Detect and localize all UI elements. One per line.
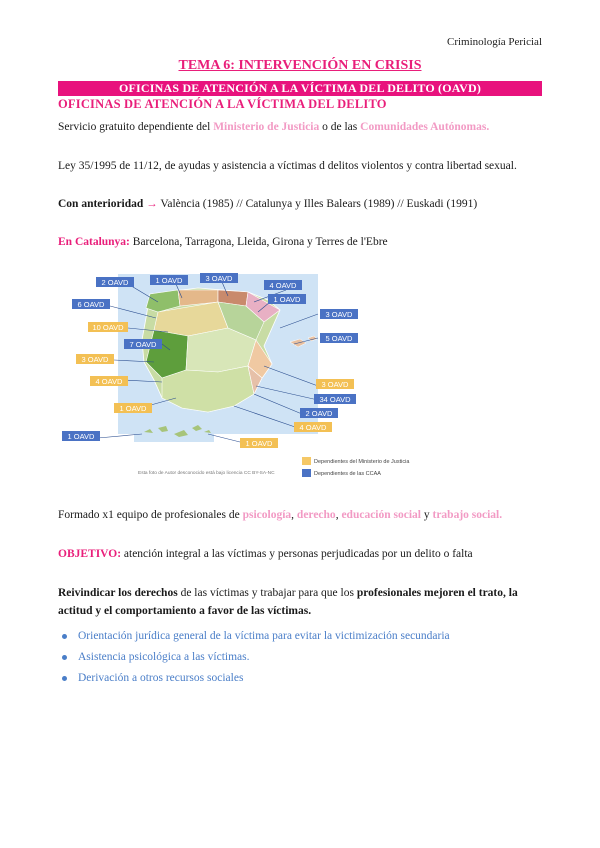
legend-swatch-justicia (302, 457, 311, 465)
label-catalunya: 4 OAVD (269, 281, 297, 290)
services-list (62, 626, 542, 689)
legend-ccaa: Dependientes de las CCAA (314, 471, 381, 477)
label-galicia: 2 OAVD (101, 278, 129, 287)
label-madrid: 10 OAVD (92, 323, 124, 332)
intro-connector: o de las (319, 121, 361, 133)
objective-text: atención integral a las víctimas y personas perjudicadas por un delito o falta (121, 548, 473, 560)
list-item (62, 647, 542, 668)
label-navarra: 1 OAVD (273, 295, 301, 304)
team-text: Formado x1 equipo de profesionales de (58, 509, 243, 521)
bullet-icon (62, 634, 67, 639)
map-source: Esta foto de Autor desconocido está bajo licencia CC BY-SA-NC (138, 471, 275, 476)
bullet-icon (62, 676, 67, 681)
page-title: TEMA 6: INTERVENCIÓN EN CRISIS (178, 58, 422, 73)
rights-paragraph (58, 584, 546, 620)
history-text: València (1985) // Catalunya y Illes Balears (1989) // Euskadi (1991) (160, 198, 478, 210)
team-trabajo-social: trabajo social. (432, 509, 503, 521)
team-sep: , (291, 509, 297, 521)
label-murcia-2: 2 OAVD (305, 409, 333, 418)
bullet-icon (62, 655, 67, 660)
communities-highlight: Comunidades Autónomas. (360, 121, 490, 133)
label-murcia: 4 OAVD (95, 377, 123, 386)
team-educacion-social: educación social (341, 509, 421, 521)
label-baleares: 5 OAVD (325, 334, 353, 343)
catalunya-paragraph (58, 233, 548, 251)
team-psicologia: psicología (242, 509, 292, 521)
label-canarias: 1 OAVD (67, 432, 95, 441)
label-aragon: 3 OAVD (325, 310, 353, 319)
label-andalucia: 34 OAVD (319, 395, 351, 404)
objective-paragraph (58, 545, 548, 563)
legend-justicia: Dependientes del Ministerio de Justicia (314, 459, 410, 465)
team-sep: y (420, 509, 433, 521)
label-castilla-leon: 6 OAVD (77, 300, 105, 309)
list-item-text: Derivación a otros recursos sociales (78, 672, 244, 684)
list-item (62, 626, 542, 647)
section-banner: OFICINAS DE ATENCIÓN A LA VÍCTIMA DEL DELITO (OAVD) (58, 81, 542, 96)
arrow-icon: → (143, 198, 161, 210)
course-header: Criminología Pericial (446, 36, 542, 48)
spain-oavd-map (58, 266, 410, 482)
rights-bold-1: Reivindicar los derechos (58, 587, 178, 599)
list-item-text: Asistencia psicológica a las víctimas. (78, 651, 250, 663)
team-paragraph (58, 506, 548, 524)
catalunya-text: Barcelona, Tarragona, Lleida, Girona y Terres de l'Ebre (129, 236, 388, 248)
intro-text: Servicio gratuito dependiente del (58, 121, 214, 133)
section-subtitle: OFICINAS DE ATENCIÓN A LA VÍCTIMA DEL DELITO (58, 97, 387, 111)
label-canarias-2: 1 OAVD (245, 439, 273, 448)
label-ceuta: 1 OAVD (119, 404, 147, 413)
team-derecho: derecho (296, 509, 336, 521)
rights-text: de las víctimas y trabajar para que los (177, 587, 357, 599)
label-valencia: 3 OAVD (321, 380, 349, 389)
list-item-text: Orientación jurídica general de la víctima para evitar la victimización secundaria (78, 630, 450, 642)
history-paragraph (58, 195, 548, 213)
label-castilla-mancha: 3 OAVD (81, 355, 109, 364)
ministry-highlight: Ministerio de Justicia (213, 121, 320, 133)
label-extremadura: 7 OAVD (129, 340, 157, 349)
label-melilla: 4 OAVD (299, 423, 327, 432)
objective-label: OBJETIVO: (58, 548, 122, 560)
catalunya-label: En Catalunya: (58, 236, 130, 248)
label-euskadi: 3 OAVD (205, 274, 233, 283)
history-label: Con anterioridad (58, 198, 144, 210)
label-asturias: 1 OAVD (155, 276, 183, 285)
law-paragraph: Ley 35/1995 de 11/12, de ayudas y asistencia a víctimas d delitos violentos y contra libertad sexual. (58, 160, 517, 172)
intro-paragraph (58, 118, 548, 136)
legend-swatch-ccaa (302, 469, 311, 477)
rights-bold-2: profesionales mejoren el trato, la actitud y el comportamiento a favor de las víctimas. (58, 587, 518, 617)
list-item (62, 668, 542, 689)
team-sep: , (335, 509, 342, 521)
